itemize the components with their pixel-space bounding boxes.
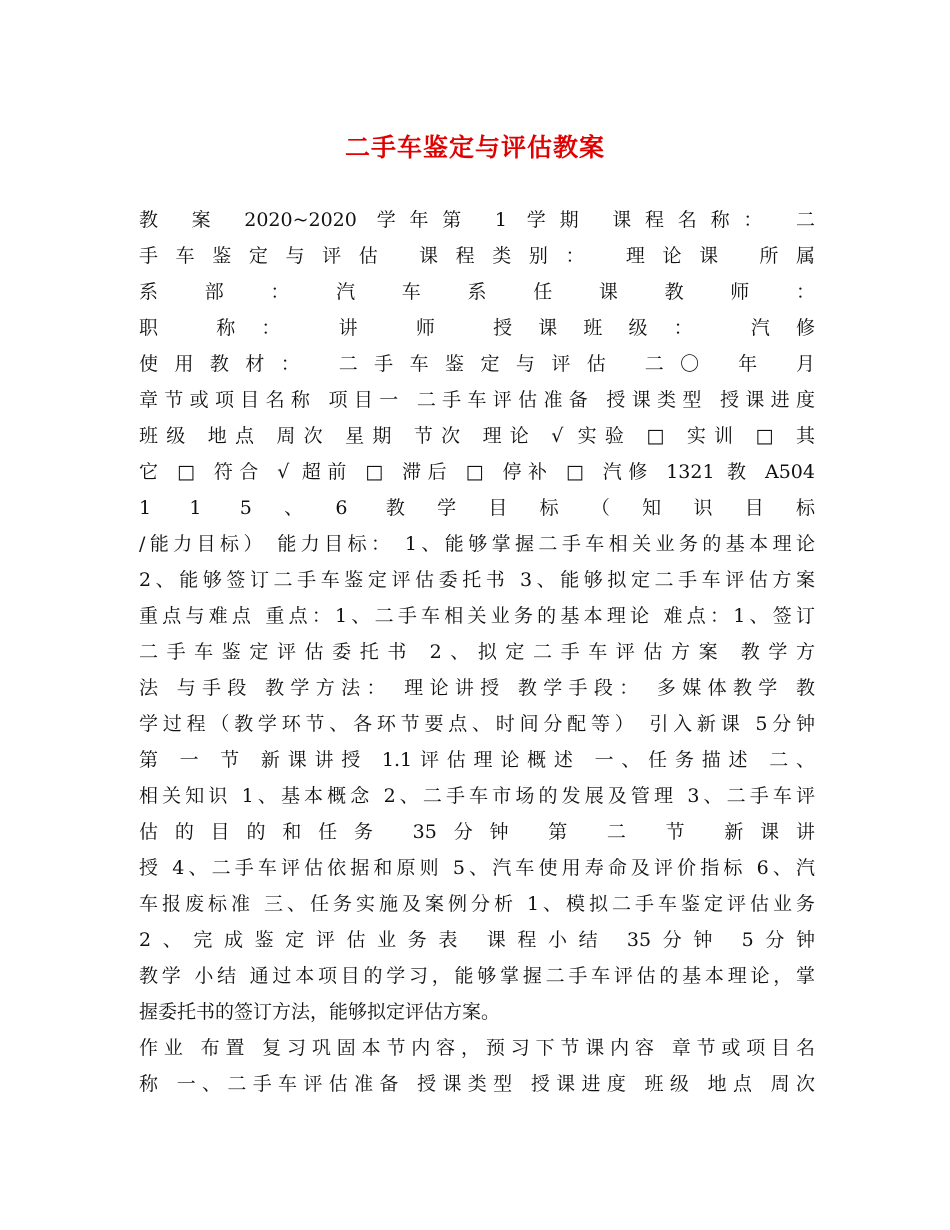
body-line: 学过程（教学环节、各环节要点、时间分配等） 引入新课 5分钟 [139, 713, 815, 735]
body-line: 重点与难点 重点：1、二手车相关业务的基本理论 难点：1、签订 [139, 605, 815, 627]
body-line: 法 与手段 教学方法： 理论讲授 教学手段： 多媒体教学 教 [139, 677, 815, 699]
body-line: 章节或项目名称 项目一 二手车评估准备 授课类型 授课进度 [139, 389, 815, 411]
body-line: 作业 布置 复习巩固本节内容，预习下节课内容 章节或项目名 [139, 1037, 815, 1059]
body-line: 使用教材： 二手车鉴定与评估 二〇 年 月 [139, 353, 815, 375]
body-line: 班级 地点 周次 星期 节次 理论 √ 实验 □ 实训 □ 其 [139, 425, 815, 447]
body-line: 授 4、二手车评估依据和原则 5、汽车使用寿命及评价指标 6、汽 [139, 857, 815, 879]
body-line: 教学 小结 通过本项目的学习，能够掌握二手车评估的基本理论，掌 [139, 965, 815, 987]
body-line: 职 称： 讲 师 授课班级： 汽修 [139, 317, 815, 339]
body-line: 系 部 ： 汽 车 系 任 课 教 师 ： [139, 281, 815, 303]
body-line: 相关知识 1、基本概念 2、二手车市场的发展及管理 3、二手车评 [139, 785, 815, 807]
body-line: 称 一、二手车评估准备 授课类型 授课进度 班级 地点 周次 [139, 1073, 815, 1095]
body-line: 车报废标准 三、任务实施及案例分析 1、模拟二手车鉴定评估业务 [139, 893, 815, 915]
body-line: 教 案 2020~2020 学年第 1 学期 课程名称： 二 [139, 209, 815, 231]
body-line: 手车鉴定与评估 课程类别： 理论课 所属 [139, 245, 815, 267]
body-line: 它 □ 符合 √ 超前 □ 滞后 □ 停补 □ 汽修 1321 教 A504 [139, 461, 815, 483]
body-line: 2、能够签订二手车鉴定评估委托书 3、能够拟定二手车评估方案 [139, 569, 815, 591]
body-line: 估的目的和任务 35分钟 第 二 节 新课讲 [139, 821, 815, 843]
body-line: 第 一 节 新课讲授 1.1评估理论概述 一、任务描述 二、 [139, 749, 815, 771]
body-line: 握委托书的签订方法，能够拟定评估方案。 [139, 1001, 501, 1023]
document-body [139, 202, 815, 1102]
body-line: /能力目标） 能力目标： 1、能够掌握二手车相关业务的基本理论 [139, 533, 815, 555]
body-line: 2、完成鉴定评估业务表 课程小结 35分钟 5分钟 [139, 929, 815, 951]
body-line: 二手车鉴定评估委托书 2、拟定二手车评估方案 教学方 [139, 641, 815, 663]
document-title: 二手车鉴定与评估教案 [344, 133, 605, 162]
body-line: 1 1 5、6 教学目标（知识目标 [139, 497, 815, 519]
